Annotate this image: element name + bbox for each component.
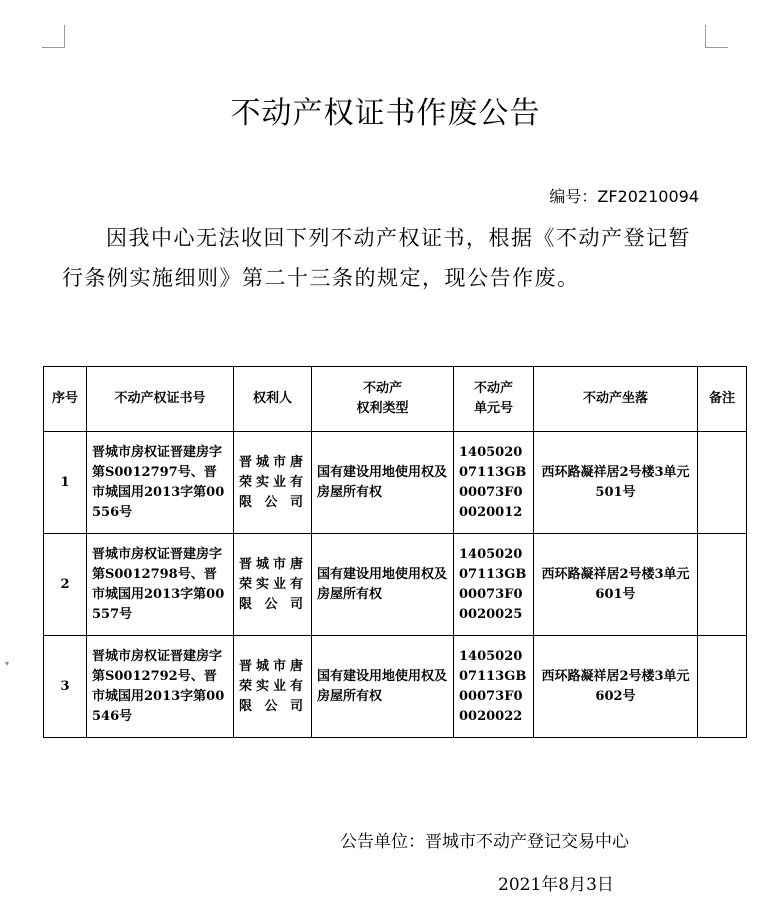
cell-type: 国有建设用地使用权及房屋所有权 [312, 432, 454, 534]
cell-location: 西环路凝祥居2号楼3单元601号 [534, 534, 698, 636]
cell-remark [698, 534, 747, 636]
cell-seq: 1 [44, 432, 87, 534]
cell-cert: 晋城市房权证晋建房字第S0012792号、晋市城国用2013字第00546号 [87, 636, 234, 738]
cell-unit: 140502007113GB00073F00020012 [454, 432, 534, 534]
table-row [44, 432, 747, 534]
cell-remark [698, 432, 747, 534]
header-location: 不动产坐落 [534, 367, 698, 432]
header-owner: 权利人 [234, 367, 312, 432]
page-title: 不动产权证书作废公告 [230, 96, 541, 131]
cell-seq: 2 [44, 534, 87, 636]
cell-cert: 晋城市房权证晋建房字第S0012798号、晋市城国用2013字第00557号 [87, 534, 234, 636]
cell-remark [698, 636, 747, 738]
cell-type: 国有建设用地使用权及房屋所有权 [312, 636, 454, 738]
table-header-row [44, 367, 747, 432]
cell-seq: 3 [44, 636, 87, 738]
cell-location: 西环路凝祥居2号楼3单元501号 [534, 432, 698, 534]
certificate-table [43, 366, 747, 738]
notice-number: 编号：ZF20210094 [549, 187, 699, 206]
cell-unit: 140502007113GB00073F00020025 [454, 534, 534, 636]
cell-location: 西环路凝祥居2号楼3单元602号 [534, 636, 698, 738]
page-corner-top-left [42, 25, 65, 48]
issue-date: 2021年8月3日 [498, 875, 614, 895]
cell-owner: 晋城市唐荣实业有限公司 [234, 636, 312, 738]
margin-marker-icon: ▾ [5, 659, 10, 668]
cell-owner: 晋城市唐荣实业有限公司 [234, 432, 312, 534]
header-seq: 序号 [44, 367, 87, 432]
header-cert: 不动产权证书号 [87, 367, 234, 432]
cell-type: 国有建设用地使用权及房屋所有权 [312, 534, 454, 636]
cell-cert: 晋城市房权证晋建房字第S0012797号、晋市城国用2013字第00556号 [87, 432, 234, 534]
issuer: 公告单位：晋城市不动产登记交易中心 [340, 832, 629, 852]
cell-unit: 140502007113GB00073F00020022 [454, 636, 534, 738]
page-corner-top-right [705, 25, 728, 48]
table-row [44, 636, 747, 738]
intro-text: 因我中心无法收回下列不动产权证书，根据《不动产登记暂行条例实施细则》第二十三条的规定，现公告作废。 [62, 226, 691, 290]
cell-owner: 晋城市唐荣实业有限公司 [234, 534, 312, 636]
header-unit: 不动产 单元号 [454, 367, 534, 432]
header-remark: 备注 [698, 367, 747, 432]
table-row [44, 534, 747, 636]
intro-paragraph [62, 218, 712, 298]
header-type: 不动产 权利类型 [312, 367, 454, 432]
